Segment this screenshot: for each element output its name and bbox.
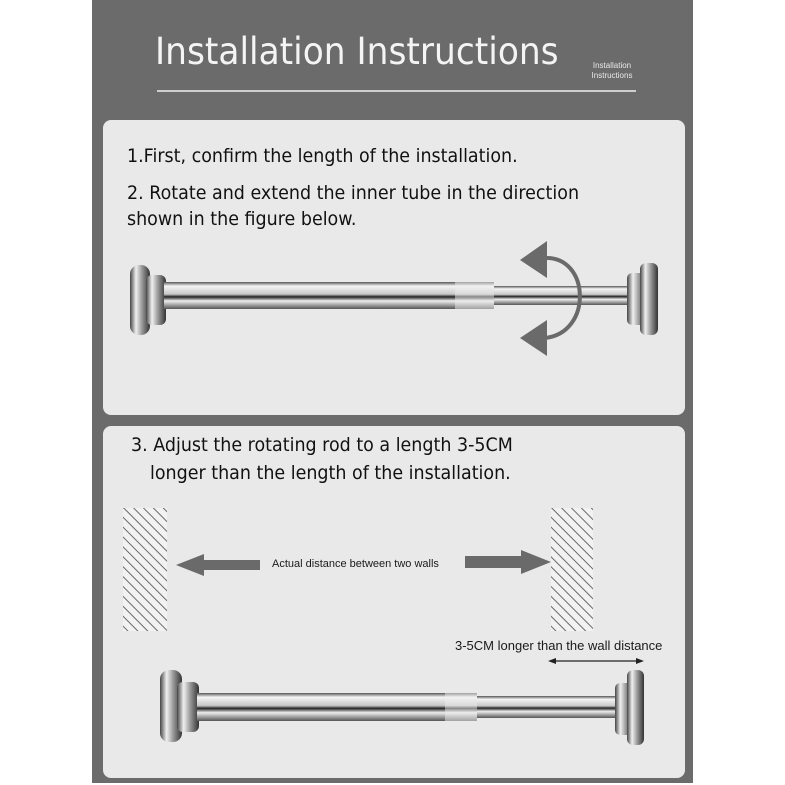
extension-label: 3-5CM longer than the wall distance [455, 638, 663, 653]
rotate-arrow-icon [515, 238, 595, 363]
step-3-text-line-1: 3. Adjust the rotating rod to a length 3-5CM [131, 434, 513, 456]
left-arrow-icon [176, 553, 260, 577]
wall-distance-label: Actual distance between two walls [272, 558, 439, 570]
page-title: Installation Instructions [155, 30, 559, 73]
step-1-text: 1.First, confirm the length of the installation. [127, 145, 518, 167]
step-2-text-line-2: shown in the figure below. [127, 208, 357, 230]
page-subtitle [584, 61, 640, 81]
subtitle-line-2: Instructions [591, 71, 633, 80]
title-divider [157, 90, 636, 92]
right-wall-hatch-icon [551, 508, 593, 631]
tension-rod-image-extended [155, 665, 655, 750]
step-3-text-line-2: longer than the length of the installation. [150, 462, 511, 484]
step-2-text-line-1: 2. Rotate and extend the inner tube in the direction [127, 182, 580, 204]
right-arrow-icon [465, 550, 551, 574]
left-wall-hatch-icon [123, 508, 167, 631]
subtitle-line-1: Installation [592, 61, 632, 70]
